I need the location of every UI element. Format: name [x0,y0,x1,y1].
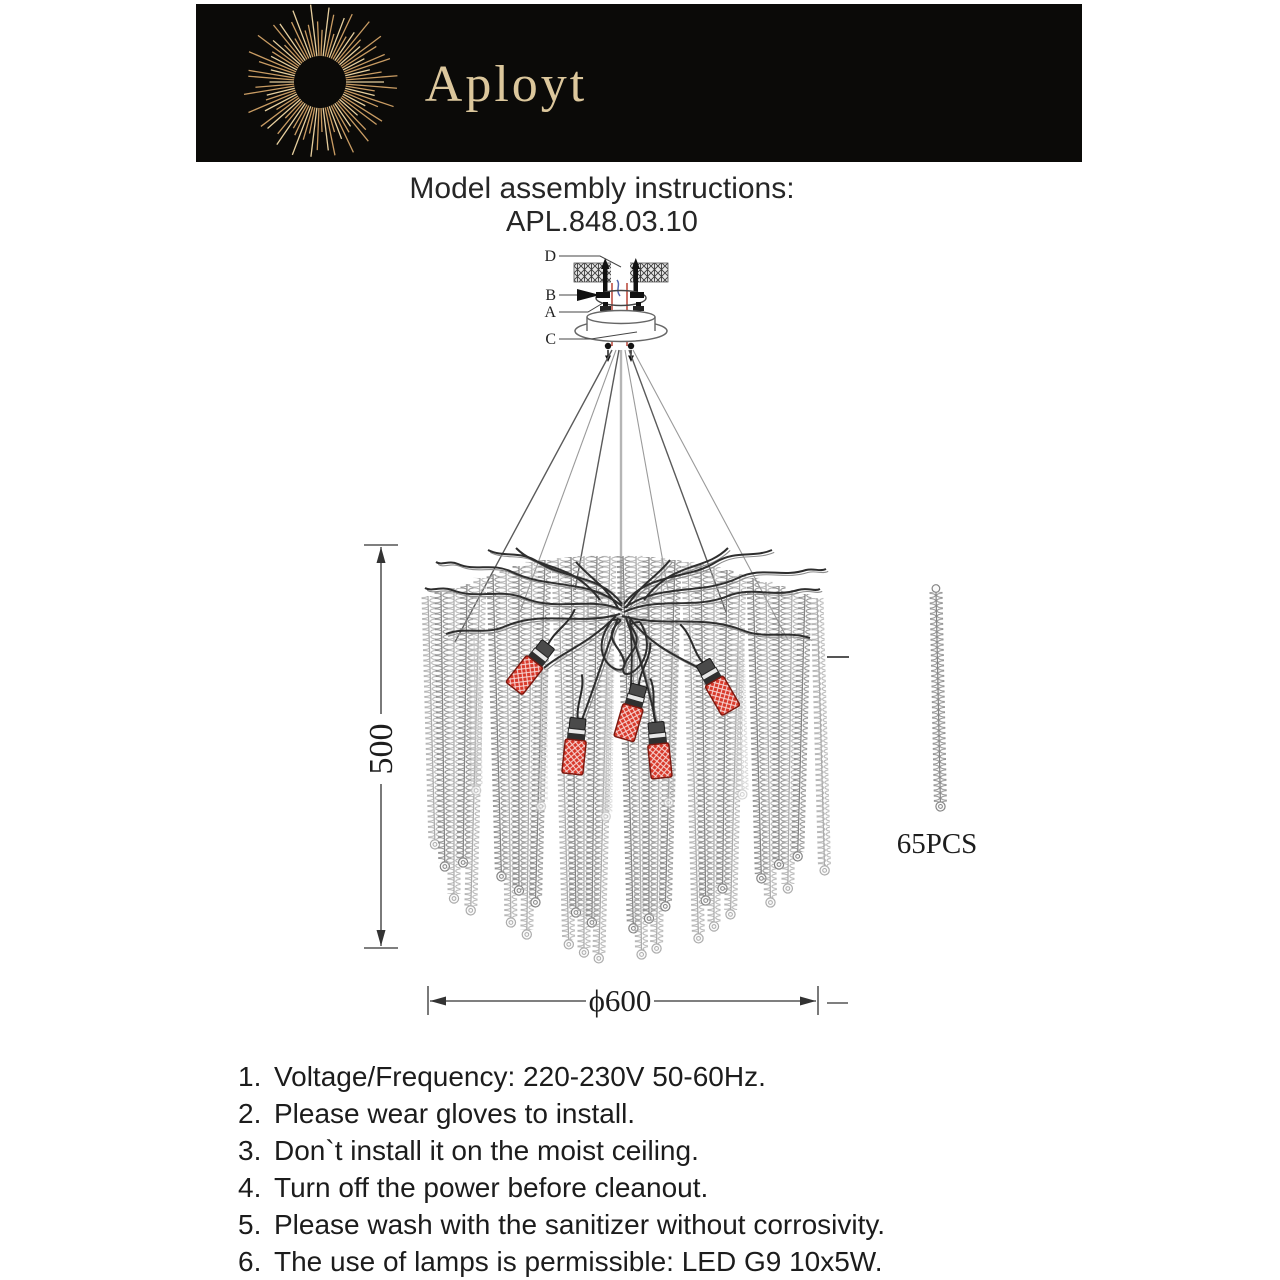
list-item [238,1206,885,1243]
label-c: C [545,331,556,348]
label-d: D [544,248,556,265]
list-item [238,1169,885,1206]
ceiling-mount-assembly [544,248,668,362]
list-item [238,1243,885,1280]
item-number: 2. [238,1098,262,1129]
item-text: Don`t install it on the moist ceiling. [274,1135,699,1166]
label-a: A [544,304,556,321]
item-text: Please wear gloves to install. [274,1098,636,1129]
item-number: 6. [238,1246,262,1277]
brand-name: Aployt [424,56,588,113]
label-b: B [545,287,556,304]
list-item [238,1132,885,1169]
model-number: APL.848.03.10 [506,206,698,238]
item-number: 3. [238,1135,262,1166]
height-value: 500 [363,723,400,775]
item-number: 5. [238,1209,262,1240]
item-number: 1. [238,1061,262,1092]
item-text: Voltage/Frequency: 220-230V 50-60Hz. [274,1061,766,1092]
item-text: Please wash with the sanitizer without corrosivity. [274,1209,886,1240]
pieces-count: 65PCS [896,828,978,860]
page-title: Model assembly instructions: [409,172,795,205]
list-item [238,1095,885,1132]
item-number: 4. [238,1172,262,1203]
item-text: The use of lamps is permissible: LED G9 10x5W. [274,1246,883,1277]
strand-detail [929,585,947,812]
item-text: Turn off the power before cleanout. [274,1172,709,1203]
diameter-value: ϕ600 [588,983,652,1018]
instruction-list [238,1058,885,1280]
list-item [238,1058,885,1095]
